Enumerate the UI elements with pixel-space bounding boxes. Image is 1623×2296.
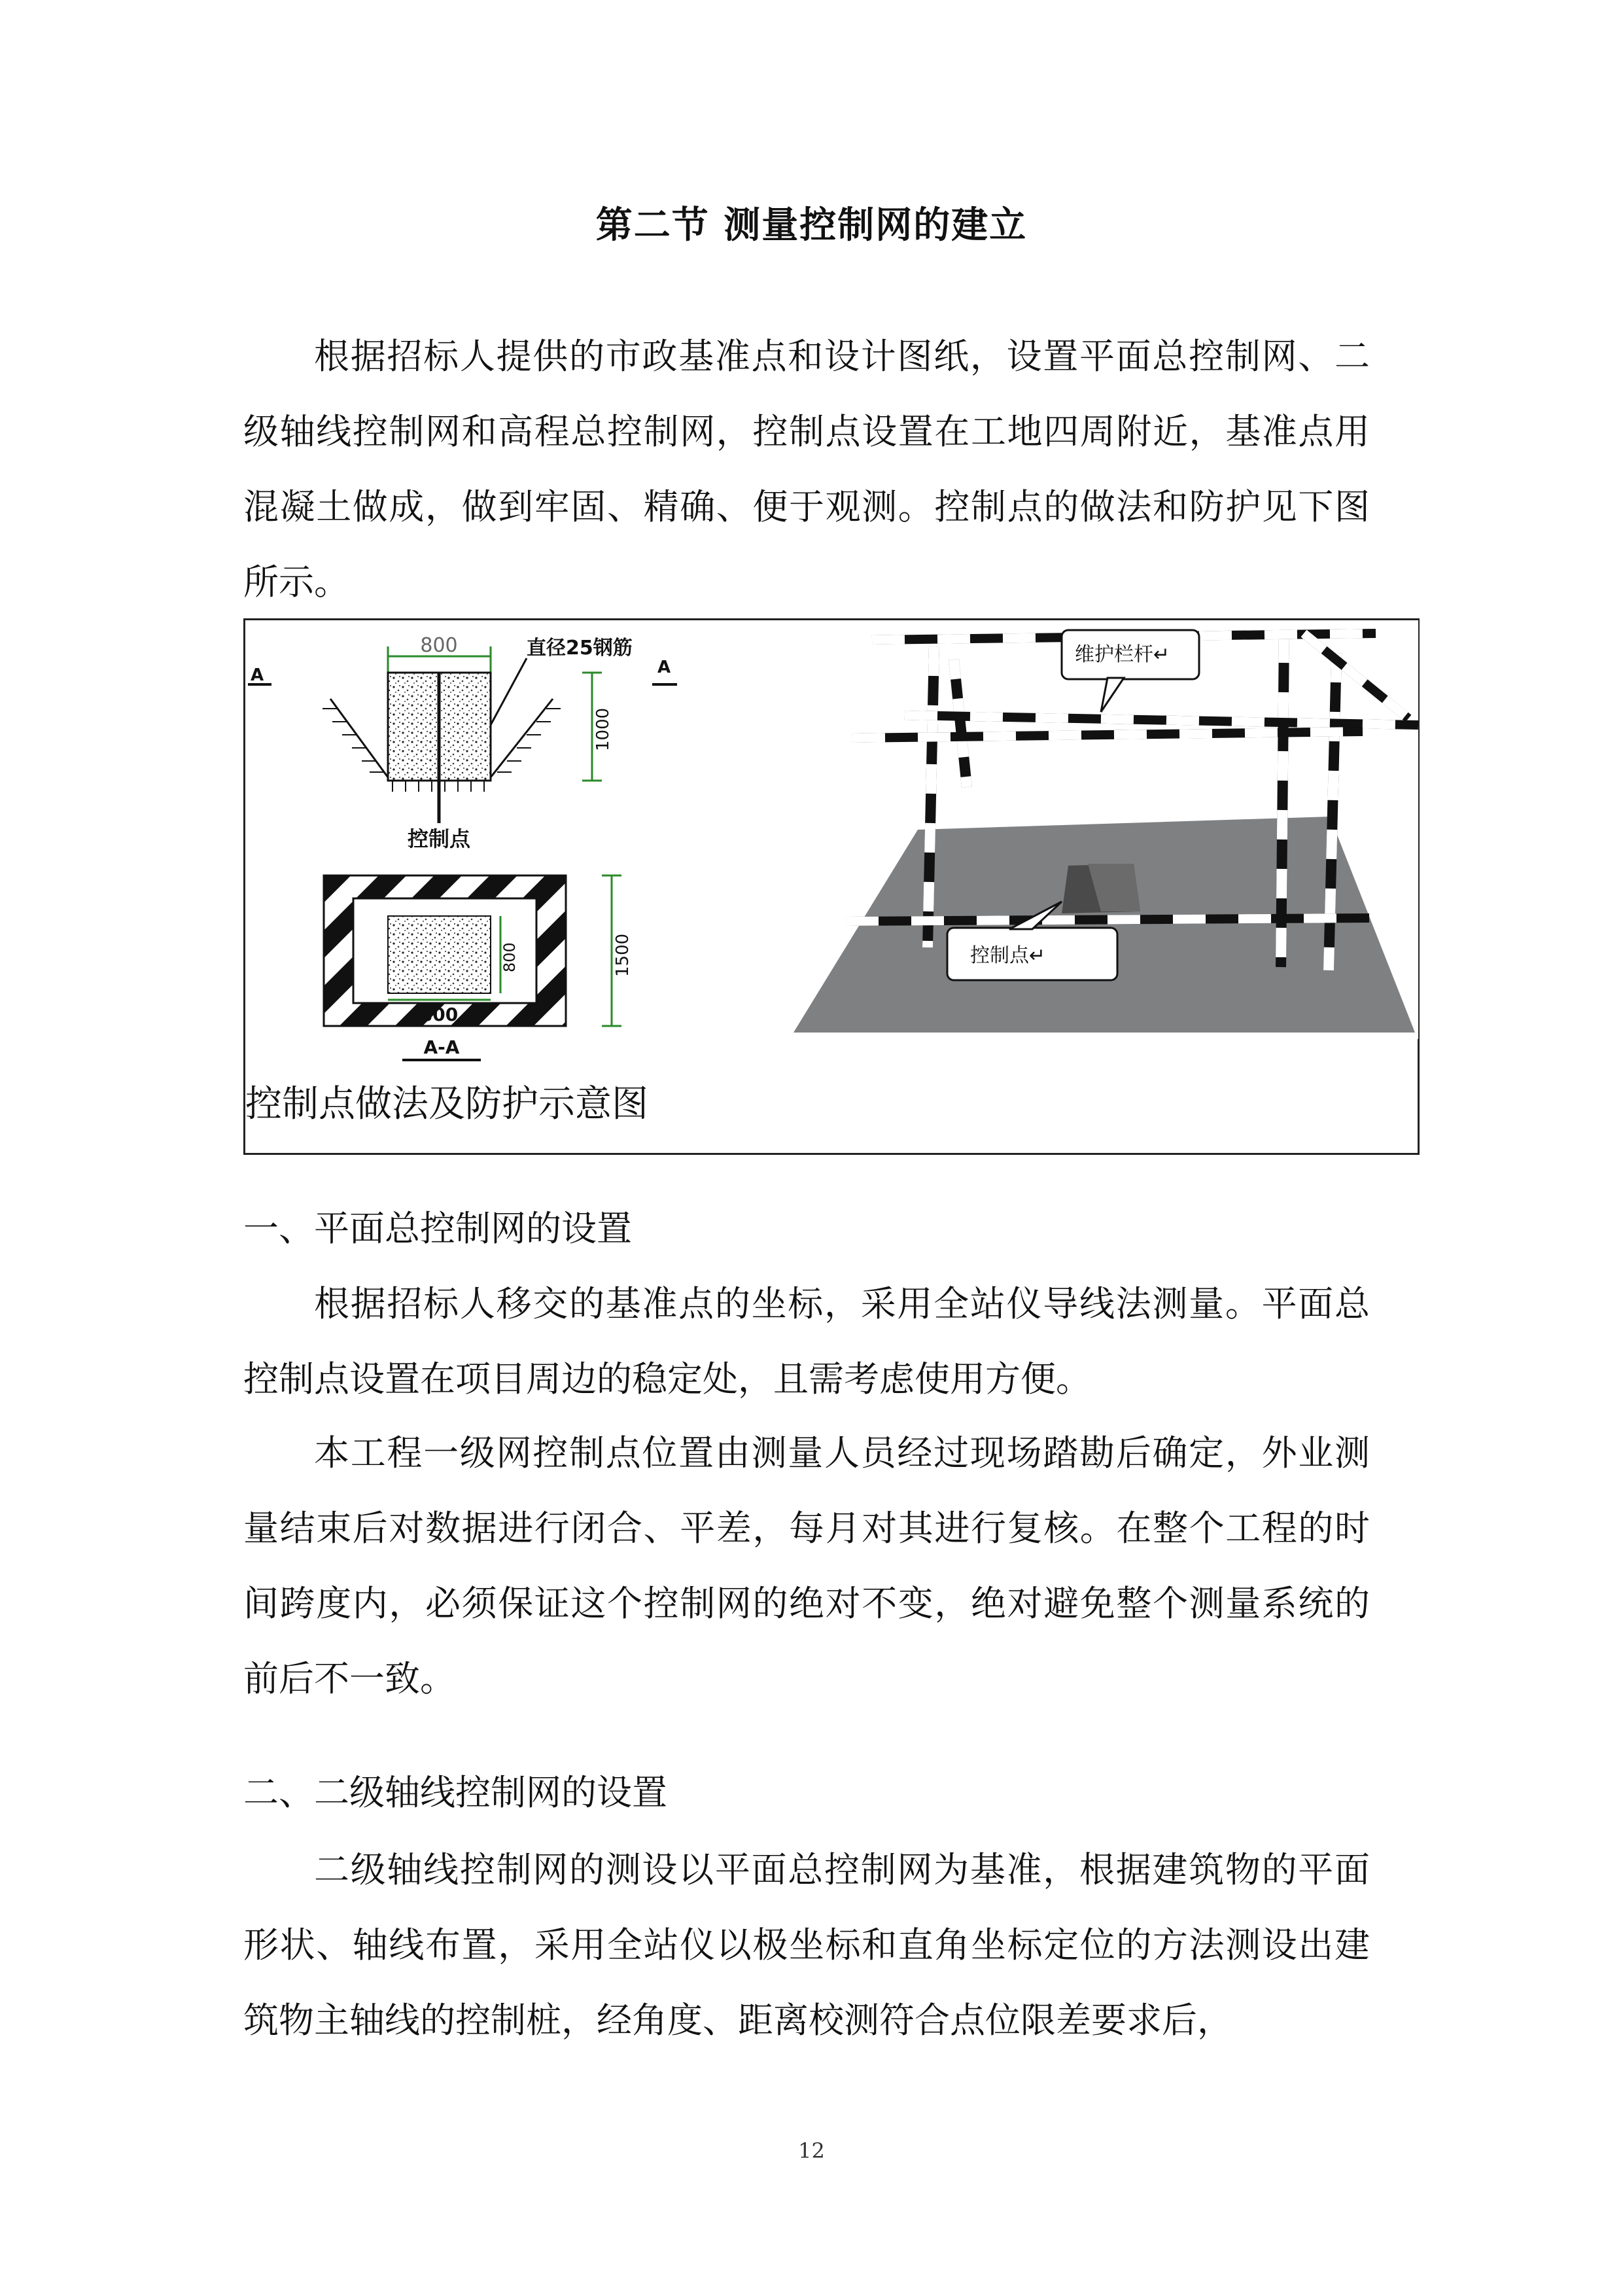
protection-fence-3d-drawing <box>794 620 1418 1039</box>
figure-caption: 控制点做法及防护示意图 <box>245 1083 648 1125</box>
concrete-block-plan <box>388 916 491 993</box>
section1-paragraph-2: 本工程一级网控制点位置由测量人员经过现场踏勘后确定，外业测量结束后对数据进行闭合、平差，每月对其进行复核。在整个工程的时间跨度内，必须保证这个控制网的绝对不变，绝对避免整个测量系统的前后不一致。 <box>243 1432 1370 1699</box>
section2-heading: 二、二级轴线控制网的设置 <box>243 1772 667 1813</box>
section-name-label: A-A <box>423 1036 460 1058</box>
section2-paragraph-1: 二级轴线控制网的测设以平面总控制网为基准，根据建筑物的平面形状、轴线布置，采用全站仪以极坐标和直角坐标定位的方法测设出建筑物主轴线的控制桩，经角度、距离校测符合点位限差要求后， <box>243 1849 1370 2041</box>
section-mark-right: A <box>657 658 671 677</box>
callout-rail-label: 维护栏杆↵ <box>1075 643 1170 666</box>
section1-heading: 一、平面总控制网的设置 <box>243 1208 632 1249</box>
control-point-label: 控制点 <box>407 826 471 851</box>
dim-depth-label: 1000 <box>593 707 613 751</box>
dim-inner-width-label: 800 <box>419 1004 459 1025</box>
dim-inner-height-label: 800 <box>500 942 519 972</box>
page-title: 第二节 测量控制网的建立 <box>595 204 1028 247</box>
dim-outer-height-label: 1500 <box>613 933 633 977</box>
intro-paragraph: 根据招标人提供的市政基准点和设计图纸，设置平面总控制网、二级轴线控制网和高程总控制网，控制点设置在工地四周附近，基准点用混凝土做成，做到牢固、精确、便于观测。控制点的做法和防护见下图所示。 <box>243 336 1370 603</box>
section1-paragraph-1: 根据招标人移交的基准点的坐标，采用全站仪导线法测量。平面总控制点设置在项目周边的稳定处，且需考虑使用方便。 <box>243 1283 1370 1400</box>
rebar-label: 直径25钢筋 <box>527 637 633 660</box>
page-number: 12 <box>798 2138 825 2163</box>
section-mark-left: A <box>251 665 264 685</box>
dim-top-label: 800 <box>420 634 458 657</box>
control-point-section-drawing <box>245 620 788 1072</box>
figure-box <box>243 618 1420 1155</box>
callout-point-label: 控制点↵ <box>970 944 1046 967</box>
